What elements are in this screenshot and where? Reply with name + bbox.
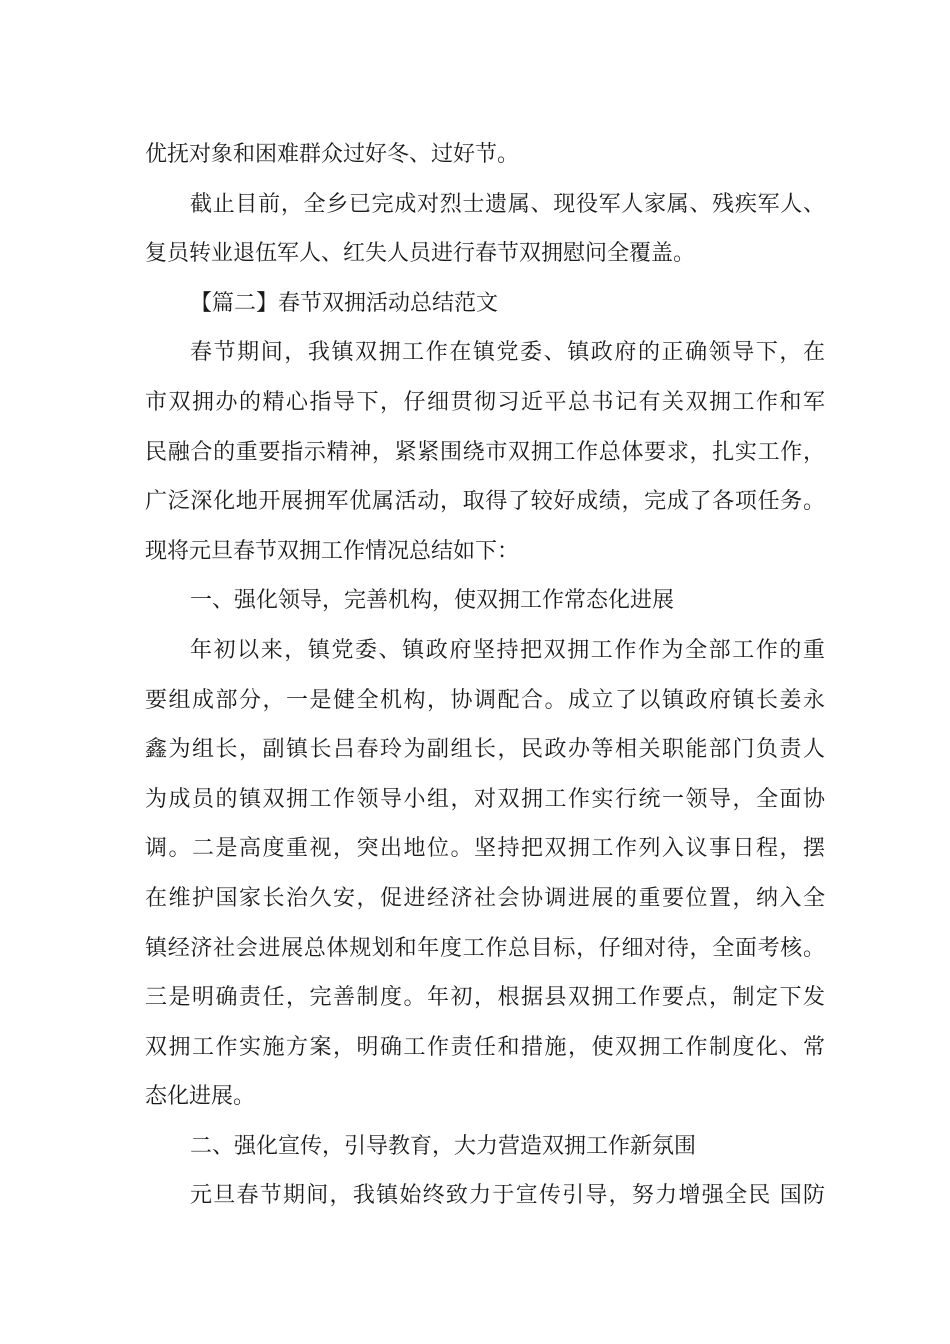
text-line: 复员转业退伍军人、红失人员进行春节双拥慰问全覆盖。: [145, 241, 696, 267]
text-line: 年初以来，镇党委、镇政府坚持把双拥工作作为全部工作的重: [190, 637, 825, 663]
text-line: 鑫为组长，副镇长吕春玲为副组长，民政办等相关职能部门负责人: [145, 737, 825, 763]
text-line: 双拥工作实施方案，明确工作责任和措施，使双拥工作制度化、常: [145, 1034, 825, 1060]
text-line: 为成员的镇双拥工作领导小组，对双拥工作实行统一领导，全面协: [145, 786, 825, 812]
text-line: 春节期间，我镇双拥工作在镇党委、镇政府的正确领导下，在: [190, 340, 825, 366]
text-line: 一、强化领导，完善机构，使双拥工作常态化进展: [190, 588, 675, 614]
text-line: 优抚对象和困难群众过好冬、过好节。: [145, 142, 520, 167]
text-line: 镇经济社会进展总体规划和年度工作总目标，仔细对待，全面考核。: [145, 935, 825, 961]
text-line: 现将元旦春节双拥工作情况总结如下：: [145, 538, 520, 564]
text-line: 调。二是高度重视，突出地位。坚持把双拥工作列入议事日程，摆: [145, 836, 825, 862]
text-line: 截止目前，全乡已完成对烈士遗属、现役军人家属、残疾军人、: [190, 191, 825, 217]
text-line: 【篇二】春节双拥活动总结范文: [190, 290, 499, 316]
text-line: 二、强化宣传，引导教育，大力营造双拥工作新氛围: [190, 1133, 697, 1159]
text-line: 要组成部分，一是健全机构，协调配合。成立了以镇政府镇长姜永: [145, 687, 825, 713]
text-line: 元旦春节期间，我镇始终致力于宣传引导，努力增强全民 国防: [190, 1183, 825, 1209]
text-line: 在维护国家长治久安，促进经济社会协调进展的重要位置，纳入全: [145, 885, 825, 911]
text-line: 广泛深化地开展拥军优属活动，取得了较好成绩，完成了各项任务。: [145, 489, 825, 515]
text-line: 民融合的重要指示精神，紧紧围绕市双拥工作总体要求，扎实工作，: [145, 439, 825, 465]
text-line: 市双拥办的精心指导下，仔细贯彻习近平总书记有关双拥工作和军: [145, 389, 825, 415]
text-line: 态化进展。: [145, 1084, 256, 1110]
text-line: 三是明确责任，完善制度。年初，根据县双拥工作要点，制定下发: [145, 985, 825, 1011]
document-body: [145, 130, 825, 1221]
